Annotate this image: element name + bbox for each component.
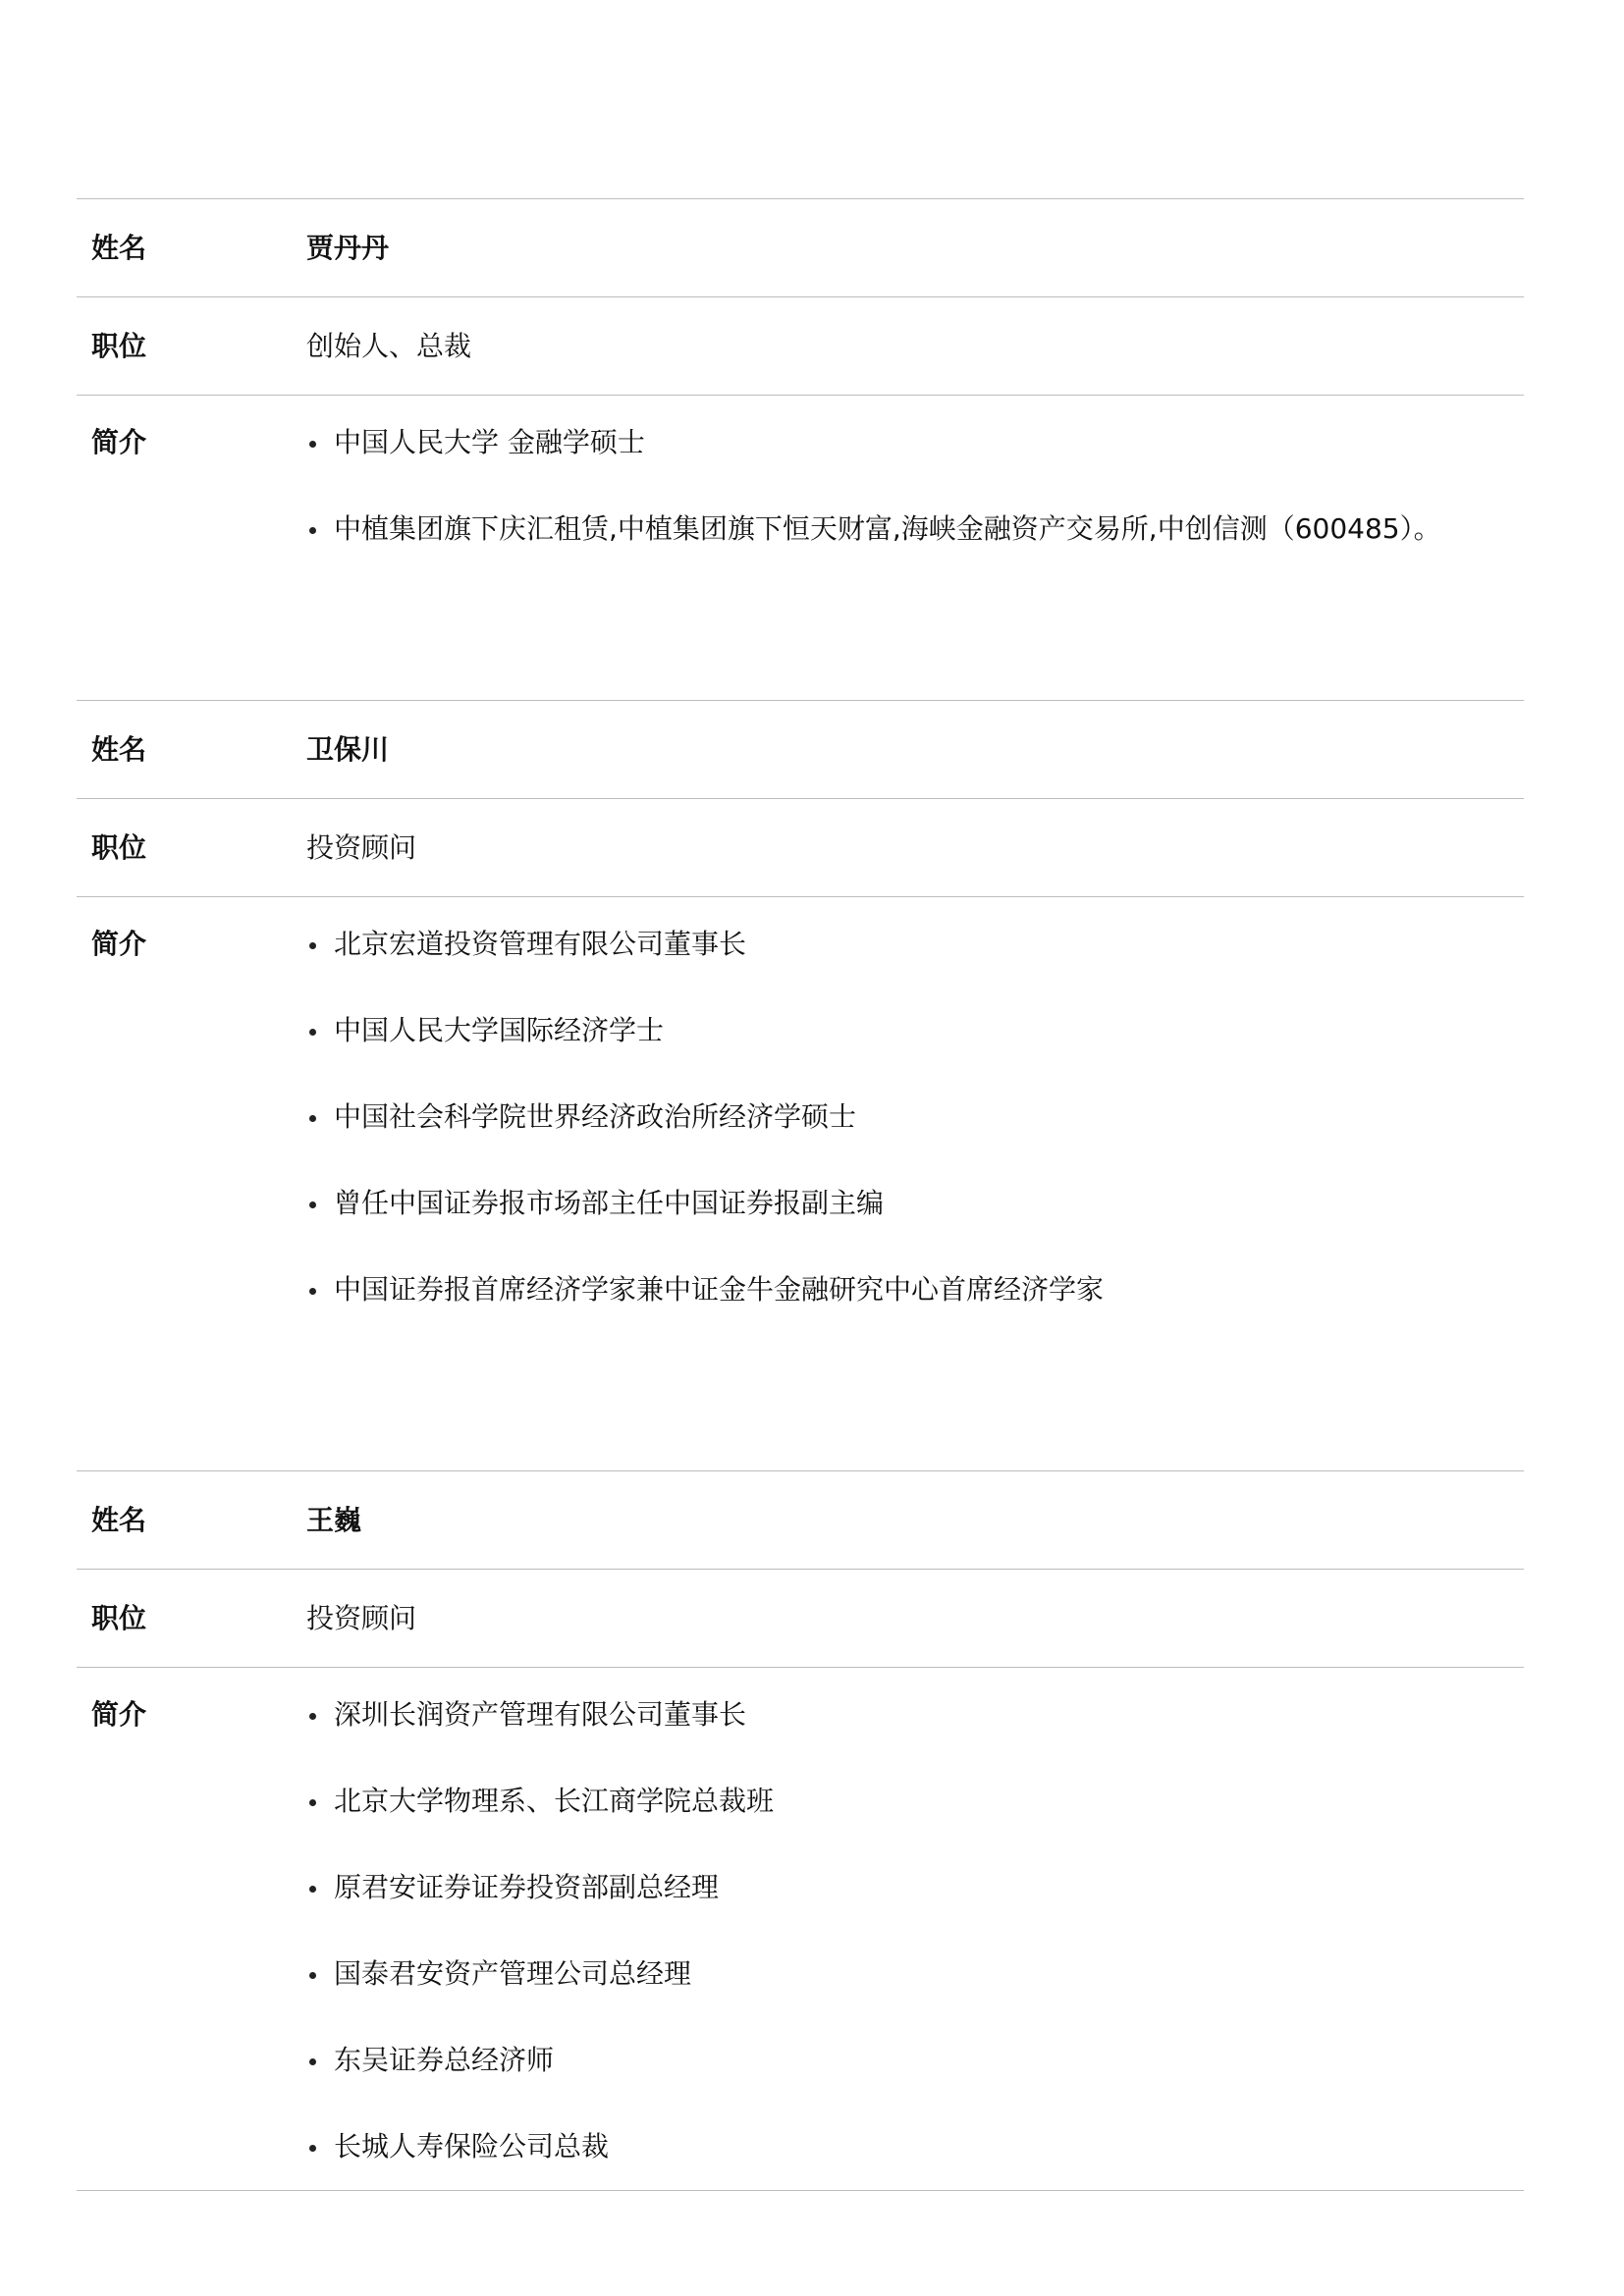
- bio-item: 中国人民大学 金融学硕士: [306, 423, 1441, 462]
- bio-list: [306, 1695, 774, 2190]
- person-position: 投资顾问: [306, 830, 417, 864]
- position-label: 职位: [91, 830, 147, 864]
- bio-item: 北京宏道投资管理有限公司董事长: [306, 925, 1104, 964]
- bio-list: [306, 423, 1441, 600]
- profile-card: [77, 700, 1524, 1361]
- bio-item: 东吴证券总经济师: [306, 2041, 774, 2080]
- bio-item: 中国证券报首席经济学家兼中证金牛金融研究中心首席经济学家: [306, 1270, 1104, 1309]
- profiles-page: [77, 198, 1524, 2191]
- bio-item: 曾任中国证券报市场部主任中国证券报副主编: [306, 1184, 1104, 1223]
- bio-label: 简介: [91, 928, 147, 960]
- profile-card: [77, 1470, 1524, 2191]
- bio-item: 深圳长润资产管理有限公司董事长: [306, 1695, 774, 1735]
- bio-row: [77, 396, 1524, 600]
- bio-row: [77, 1668, 1524, 2190]
- bio-item: 中国社会科学院世界经济政治所经济学硕士: [306, 1097, 1104, 1137]
- name-row: [77, 1471, 1524, 1570]
- profile-card: [77, 198, 1524, 600]
- bio-label: 简介: [91, 1698, 147, 1731]
- position-row: [77, 799, 1524, 897]
- name-row: [77, 701, 1524, 799]
- bio-item: 长城人寿保险公司总裁: [306, 2127, 774, 2166]
- name-label: 姓名: [91, 732, 147, 766]
- position-row: [77, 1570, 1524, 1668]
- person-name: 卫保川: [306, 732, 390, 766]
- bio-item: 中国人民大学国际经济学士: [306, 1011, 1104, 1050]
- person-position: 投资顾问: [306, 1601, 417, 1634]
- person-name: 王巍: [306, 1503, 362, 1536]
- name-label: 姓名: [91, 1503, 147, 1536]
- bio-label: 简介: [91, 426, 147, 458]
- position-label: 职位: [91, 329, 147, 362]
- bio-row: [77, 897, 1524, 1361]
- bio-item: 中植集团旗下庆汇租赁,中植集团旗下恒天财富,海峡金融资产交易所,中创信测（600485）。: [306, 509, 1441, 549]
- bio-item: 北京大学物理系、长江商学院总裁班: [306, 1782, 774, 1821]
- bio-list: [306, 925, 1104, 1361]
- position-row: [77, 297, 1524, 396]
- name-label: 姓名: [91, 231, 147, 264]
- position-label: 职位: [91, 1601, 147, 1634]
- bio-item: 原君安证券证券投资部副总经理: [306, 1868, 774, 1907]
- name-row: [77, 199, 1524, 297]
- person-position: 创始人、总裁: [306, 329, 472, 362]
- person-name: 贾丹丹: [306, 231, 390, 264]
- bio-item: 国泰君安资产管理公司总经理: [306, 1954, 774, 1994]
